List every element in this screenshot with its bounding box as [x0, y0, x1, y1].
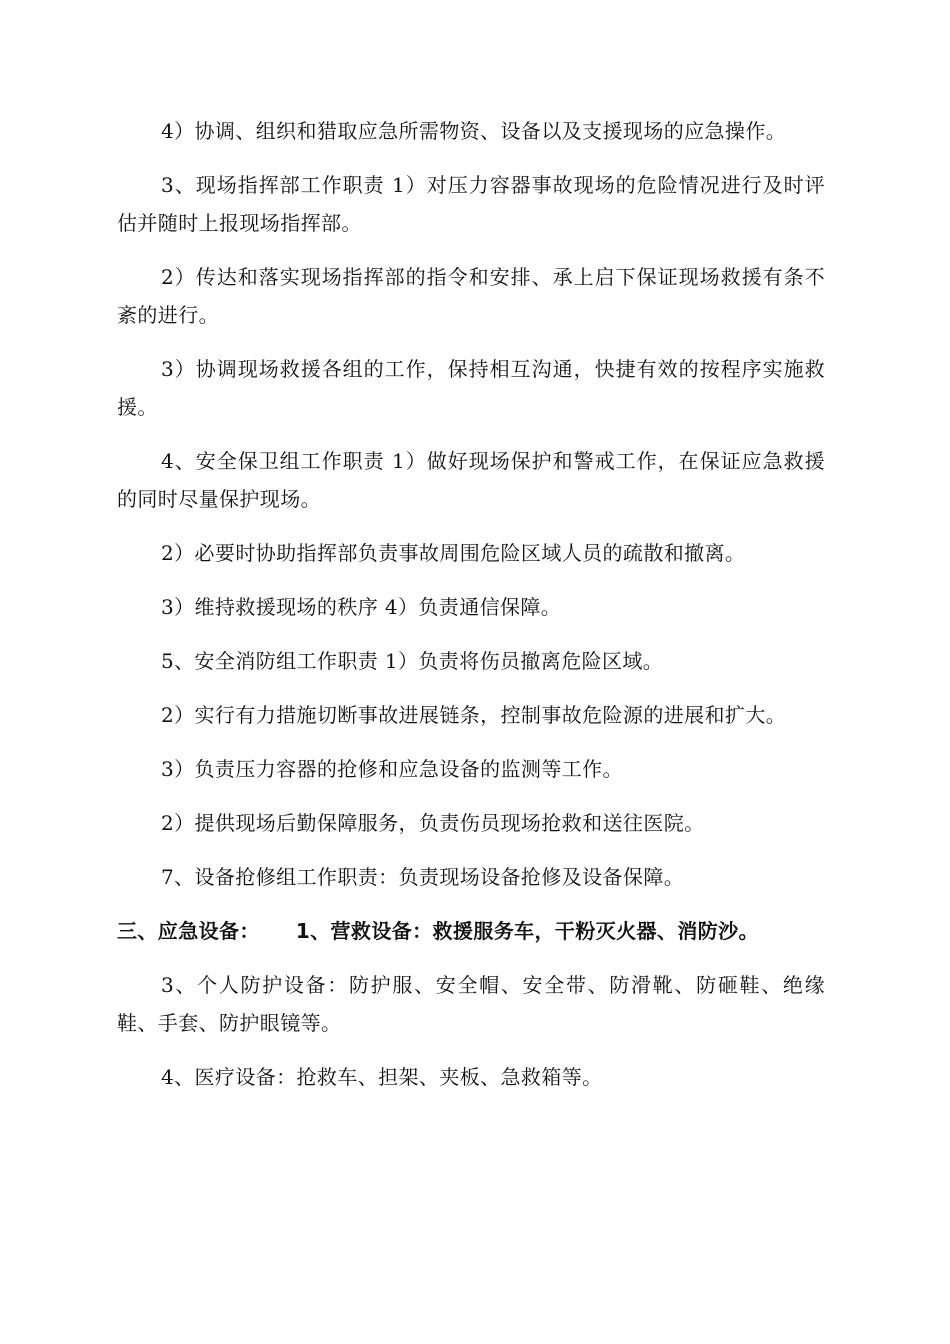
- paragraph-13: 3、个人防护设备：防护服、安全帽、安全带、防滑靴、防砸鞋、绝缘鞋、手套、防护眼镜等。: [117, 973, 825, 1035]
- paragraph-7: 3）维持救援现场的秩序 4）负责通信保障。: [161, 595, 562, 619]
- section-heading-lead: 三、应急设备：: [117, 919, 260, 943]
- paragraph-9: 2）实行有力措施切断事故进展链条，控制事故危险源的进展和扩大。: [161, 703, 787, 727]
- paragraph-5: 4、安全保卫组工作职责 1）做好现场保护和警戒工作，在保证应急救援的同时尽量保护现场。: [117, 449, 825, 511]
- paragraph-8: 5、安全消防组工作职责 1）负责将伤员撤离危险区域。: [161, 649, 664, 673]
- paragraph-11: 2）提供现场后勤保障服务，负责伤员现场抢救和送往医院。: [161, 811, 705, 835]
- paragraph-3: 2）传达和落实现场指挥部的指令和安排、承上启下保证现场救援有条不紊的进行。: [117, 265, 825, 327]
- paragraph-4: 3）协调现场救援各组的工作，保持相互沟通，快捷有效的按程序实施救援。: [117, 357, 825, 419]
- paragraph-1: 4）协调、组织和猎取应急所需物资、设备以及支援现场的应急操作。: [161, 119, 787, 143]
- paragraph-6: 2）必要时协助指挥部负责事故周围危险区域人员的疏散和撤离。: [161, 541, 746, 565]
- section-heading-emergency-equipment: [117, 912, 825, 950]
- paragraph-2: 3、现场指挥部工作职责 1）对压力容器事故现场的危险情况进行及时评估并随时上报现场指挥部。: [117, 173, 825, 235]
- paragraph-14: 4、医疗设备：抢救车、担架、夹板、急救箱等。: [161, 1065, 603, 1089]
- document-page: [117, 112, 825, 1096]
- paragraph-10: 3）负责压力容器的抢修和应急设备的监测等工作。: [161, 757, 623, 781]
- paragraph-12: 7、设备抢修组工作职责：负责现场设备抢修及设备保障。: [161, 865, 685, 889]
- section-heading-text: 1、营救设备：救援服务车，干粉灭火器、消防沙。: [295, 919, 759, 943]
